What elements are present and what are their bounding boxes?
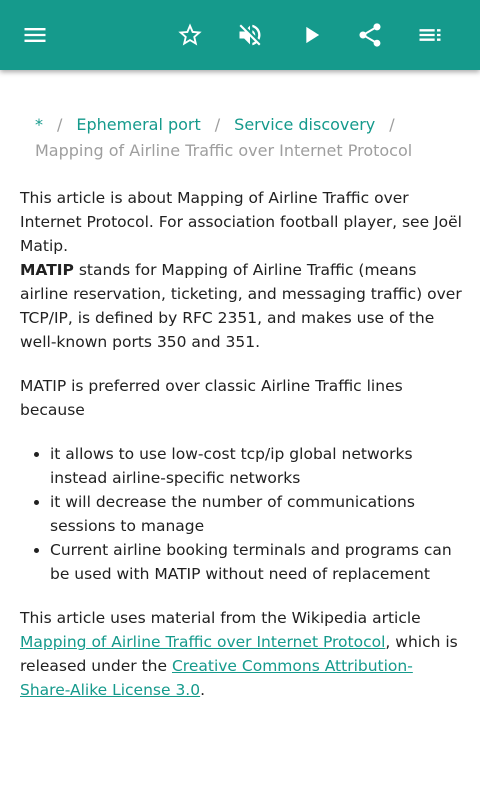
breadcrumb-item-root[interactable]: *: [35, 115, 43, 134]
attribution-prefix: This article uses material from the Wikipedia article: [20, 609, 421, 627]
hatnote: This article is about Mapping of Airline Traffic over Internet Protocol. For association football player, see Joël Matip.: [20, 189, 462, 255]
volume-off-icon: [236, 21, 264, 49]
attribution-middle: , which is released under the: [20, 633, 458, 675]
attribution: [20, 606, 462, 702]
play-icon: [297, 21, 325, 49]
breadcrumb-separator: /: [57, 115, 63, 134]
play-button[interactable]: [283, 0, 339, 70]
mute-button[interactable]: [222, 0, 278, 70]
playlist-button[interactable]: [402, 0, 458, 70]
article-lead: MATIP is preferred over classic Airline Traffic lines because: [20, 377, 403, 419]
article-definition: stands for Mapping of Airline Traffic (means airline reservation, ticketing, and messaging traffic) over TCP/IP, is defined by RFC 2351, and makes use of the well-known ports 350 and 351.: [20, 261, 462, 351]
breadcrumb: [35, 112, 465, 164]
article-term: MATIP: [20, 261, 74, 279]
license-link[interactable]: Creative Commons Attribution-Share-Alike License 3.0: [20, 657, 413, 699]
favorite-button[interactable]: [162, 0, 218, 70]
list-item: • it allows to use low-cost tcp/ip global networks instead airline-specific networks: [50, 442, 462, 490]
breadcrumb-item-service-discovery[interactable]: Service discovery: [234, 115, 376, 134]
playlist-icon: [416, 21, 444, 49]
wikipedia-article-link[interactable]: Mapping of Airline Traffic over Internet Protocol: [20, 633, 386, 651]
menu-button[interactable]: [7, 0, 63, 70]
share-icon: [356, 21, 384, 49]
breadcrumb-separator: /: [214, 115, 221, 134]
article-body: [20, 186, 462, 722]
menu-icon: [21, 21, 49, 49]
share-button[interactable]: [342, 0, 398, 70]
breadcrumb-separator: /: [389, 115, 395, 134]
attribution-suffix: .: [200, 681, 206, 699]
breadcrumb-item-ephemeral-port[interactable]: Ephemeral port: [76, 115, 201, 134]
list-item: • it will decrease the number of communications sessions to manage: [50, 490, 462, 538]
article-intro: [20, 186, 462, 354]
app-bar: [0, 0, 480, 70]
list-item: • Current airline booking terminals and programs can be used with MATIP without need of replacement: [50, 538, 462, 586]
reasons-list: [20, 442, 462, 586]
breadcrumb-current: Mapping of Airline Traffic over Internet Protocol: [35, 141, 413, 160]
star-outline-icon: [176, 21, 204, 49]
